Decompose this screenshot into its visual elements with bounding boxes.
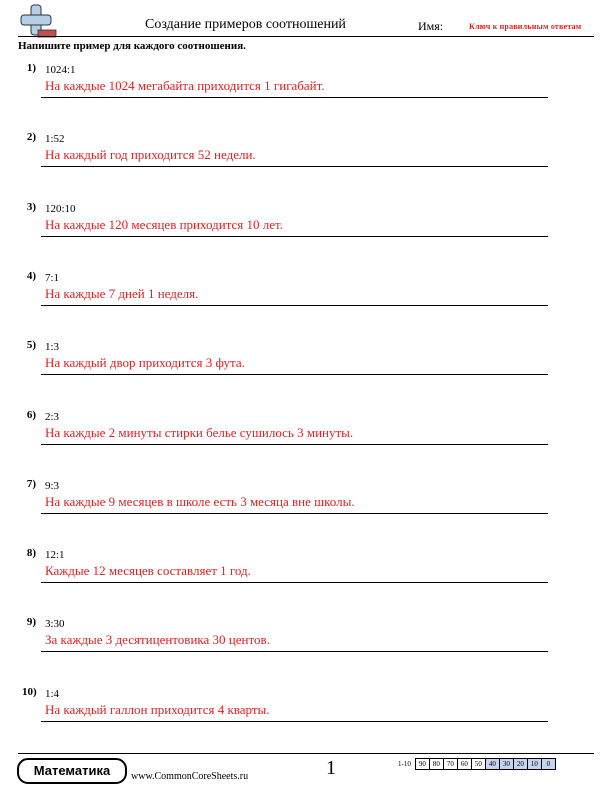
score-cell: 60 <box>457 759 471 770</box>
problem-number: 2) <box>26 131 36 144</box>
answer-line <box>41 374 548 375</box>
answer-line <box>41 513 548 514</box>
problem-number: 3) <box>26 200 36 213</box>
problem-answer: На каждый двор приходится 3 фута. <box>45 355 245 371</box>
problem-answer: На каждый год приходится 52 недели. <box>45 147 256 163</box>
worksheet-title: Создание примеров соотношений <box>145 17 346 32</box>
problem-item <box>0 339 612 399</box>
problem-number: 4) <box>26 269 36 282</box>
problem-ratio: 120:10 <box>45 202 76 215</box>
score-cell: 90 <box>415 759 429 770</box>
score-table <box>396 758 556 770</box>
problem-ratio: 7:1 <box>45 271 60 284</box>
problem-number: 10) <box>22 685 37 698</box>
problem-number: 1) <box>26 62 36 74</box>
header-divider <box>18 36 594 37</box>
problem-answer: На каждые 1024 мегабайта приходится 1 гигабайт. <box>45 78 325 93</box>
problem-item <box>0 547 612 607</box>
answer-line <box>41 166 548 167</box>
answer-line <box>41 97 548 98</box>
score-cell: 10 <box>527 759 541 770</box>
score-cell: 70 <box>443 759 457 770</box>
problem-item <box>0 270 612 330</box>
score-cell: 40 <box>485 759 499 770</box>
score-cell: 0 <box>541 759 555 770</box>
score-cell: 80 <box>429 759 443 770</box>
problem-answer: За каждые 3 десятицентовика 30 центов. <box>45 632 270 648</box>
problem-ratio: 9:3 <box>45 479 60 492</box>
page-number: 1 <box>326 757 336 779</box>
problem-item <box>0 686 612 746</box>
problem-ratio: 3:30 <box>45 618 65 631</box>
score-row <box>396 759 555 770</box>
score-cell: 50 <box>471 759 485 770</box>
problem-answer: На каждые 9 месяцев в школе есть 3 месяца вне школы. <box>45 493 355 509</box>
plus-logo-icon <box>18 4 58 38</box>
problem-number: 9) <box>26 616 36 629</box>
footer-divider <box>18 753 594 754</box>
score-range-label: 1-10 <box>398 760 411 768</box>
problem-item <box>0 62 612 122</box>
problem-ratio: 1:4 <box>45 687 60 700</box>
problem-answer: На каждые 7 дней 1 неделя. <box>45 285 199 301</box>
answer-line <box>41 582 548 583</box>
answer-line <box>41 236 548 237</box>
problem-answer: Каждые 12 месяцев составляет 1 год. <box>45 563 251 579</box>
problem-answer: На каждые 2 минуты стирки белье сушилось 3 минуты. <box>45 424 354 440</box>
problem-ratio: 1024:1 <box>45 64 76 76</box>
brand-badge: Математика <box>17 758 127 784</box>
answer-line <box>41 305 548 306</box>
problem-item <box>0 478 612 538</box>
answer-line <box>41 444 548 445</box>
answer-line <box>41 651 548 652</box>
site-url: www.CommonCoreSheets.ru <box>131 771 249 782</box>
instructions: Напишите пример для каждого соотношения. <box>18 40 246 52</box>
problem-ratio: 1:3 <box>45 341 60 354</box>
answer-line <box>41 721 548 722</box>
problem-item <box>0 131 612 191</box>
answer-key-label: Ключ к правильным ответам <box>469 22 582 31</box>
problem-number: 5) <box>26 339 36 352</box>
problem-ratio: 12:1 <box>45 549 65 562</box>
problem-ratio: 1:52 <box>45 133 65 146</box>
problem-item <box>0 201 612 261</box>
problem-answer: На каждые 120 месяцев приходится 10 лет. <box>45 216 283 232</box>
score-cell: 30 <box>499 759 513 770</box>
problem-item <box>0 616 612 676</box>
problem-answer: На каждый галлон приходится 4 кварты. <box>45 701 270 717</box>
score-cell: 20 <box>513 759 527 770</box>
problem-number: 7) <box>26 477 36 490</box>
problem-ratio: 2:3 <box>45 410 60 423</box>
problem-item <box>0 409 612 469</box>
problem-number: 8) <box>26 547 36 560</box>
problem-number: 6) <box>26 408 36 421</box>
name-label: Имя: <box>418 19 444 33</box>
